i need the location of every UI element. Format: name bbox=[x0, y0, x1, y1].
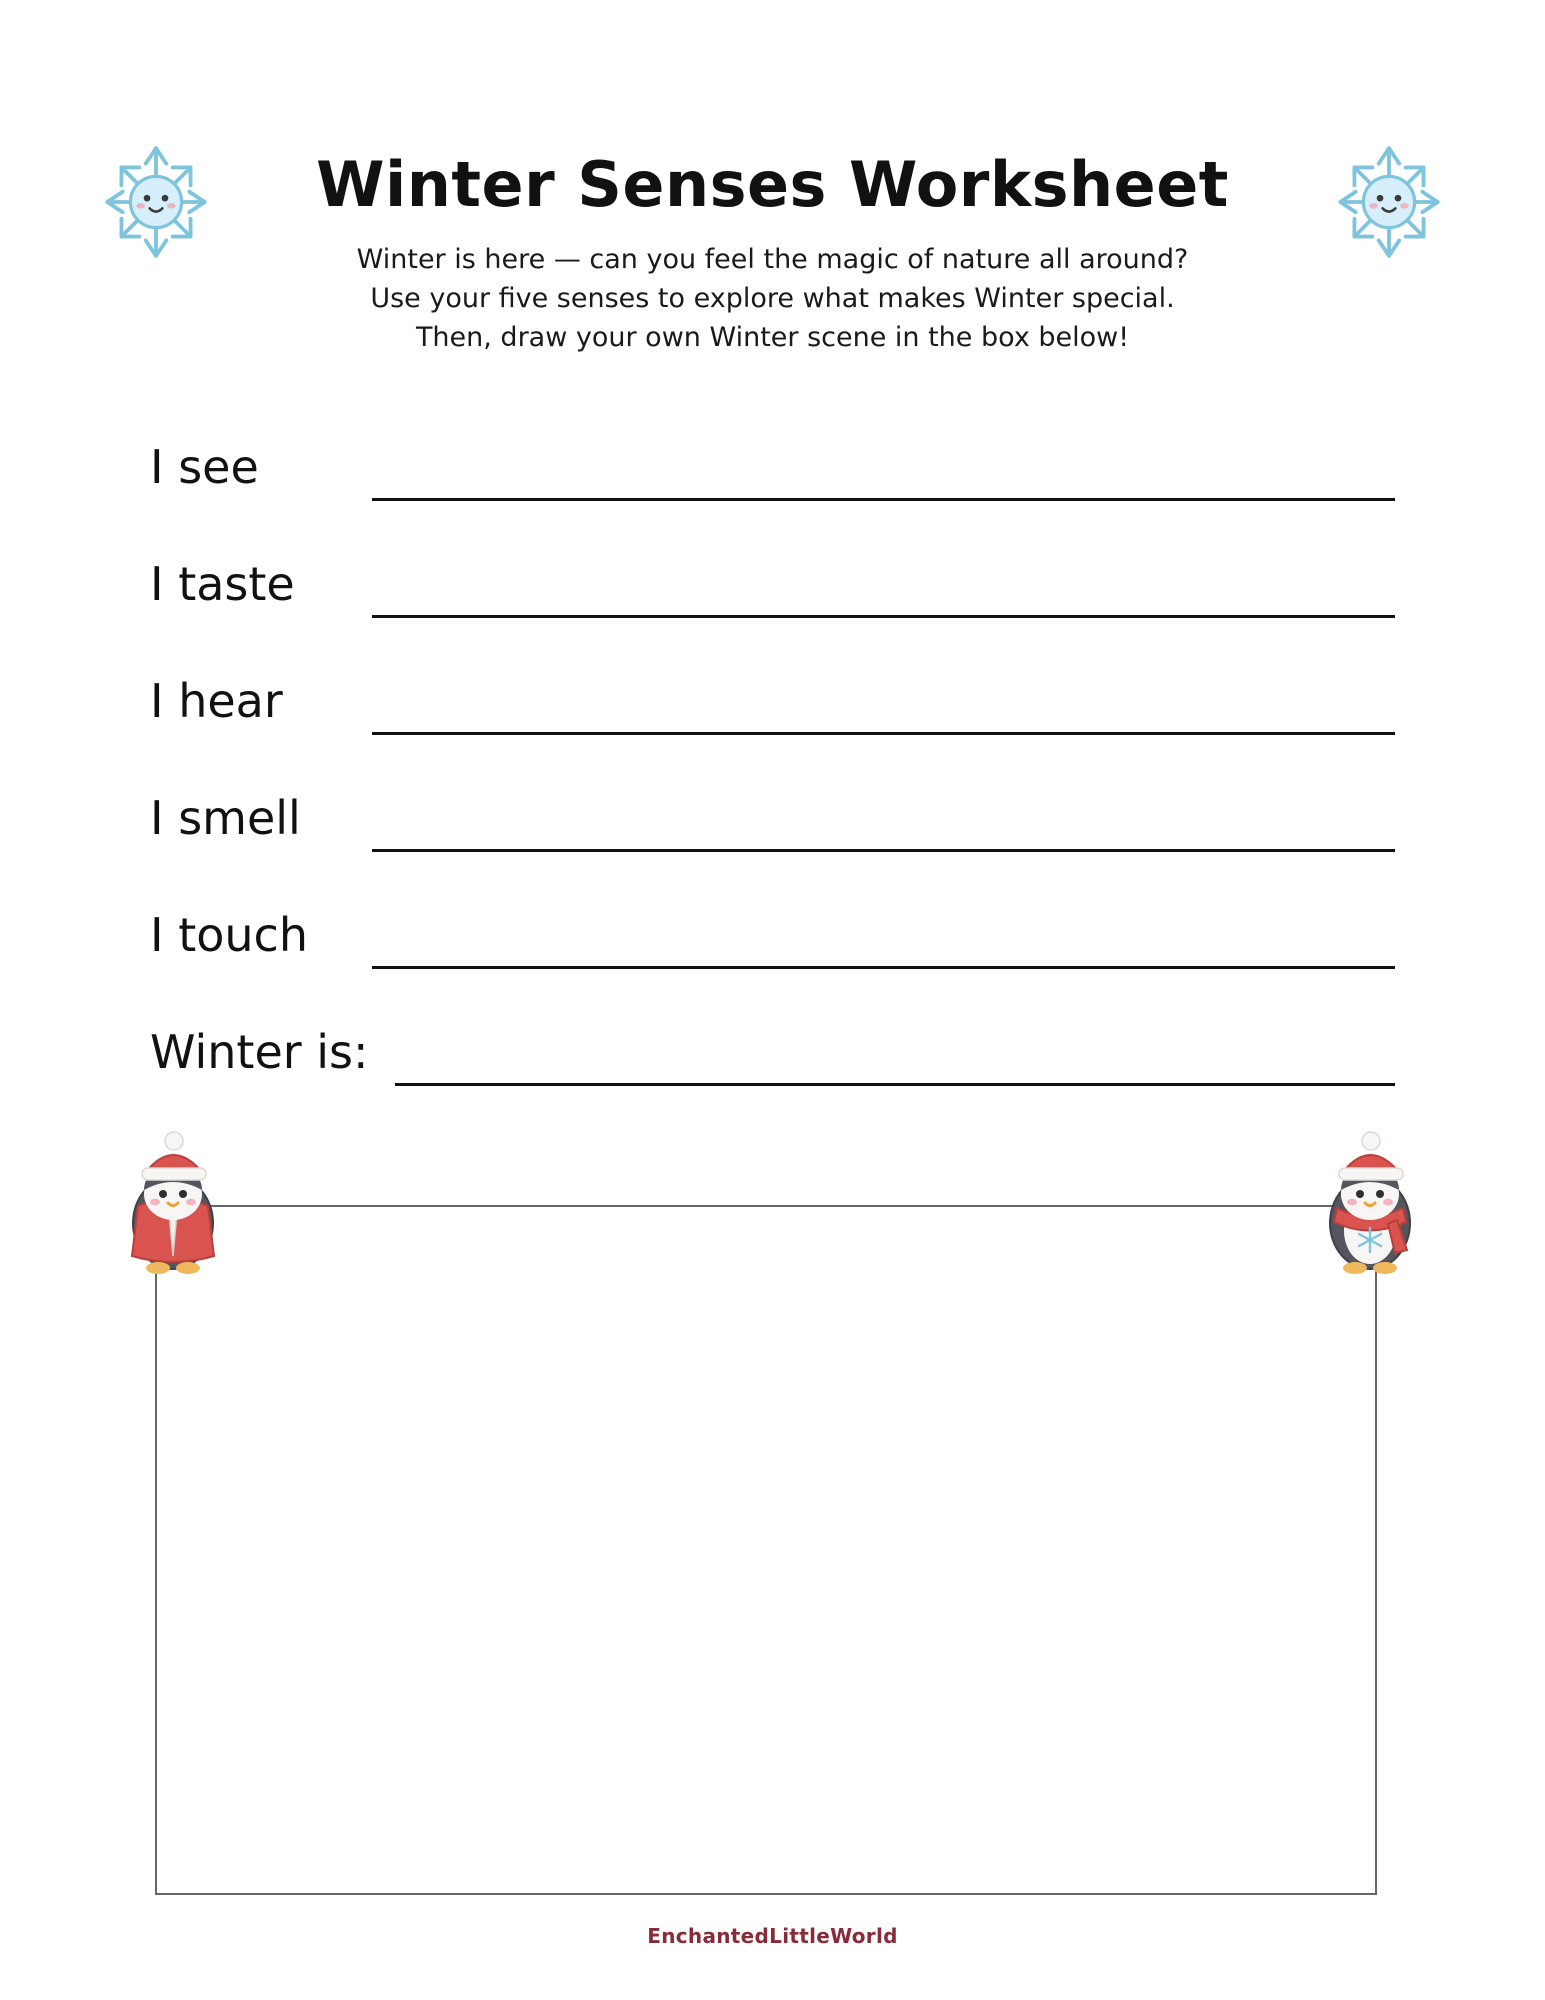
prompt-rows bbox=[150, 440, 1395, 1142]
prompt-row-see bbox=[150, 440, 1395, 557]
prompt-row-smell bbox=[150, 791, 1395, 908]
prompt-row-taste bbox=[150, 557, 1395, 674]
penguin-icon bbox=[118, 1128, 228, 1288]
prompt-label-see: I see bbox=[150, 440, 259, 494]
prompt-label-hear: I hear bbox=[150, 674, 283, 728]
prompt-row-hear bbox=[150, 674, 1395, 791]
penguin-icon bbox=[1315, 1128, 1425, 1288]
instructions bbox=[0, 240, 1545, 357]
page-title: Winter Senses Worksheet bbox=[316, 148, 1229, 221]
answer-line-smell[interactable] bbox=[372, 849, 1395, 852]
answer-line-winter-is[interactable] bbox=[395, 1083, 1395, 1086]
drawing-box[interactable] bbox=[155, 1205, 1377, 1895]
footer-brand: EnchantedLittleWorld bbox=[647, 1924, 898, 1948]
prompt-row-touch bbox=[150, 908, 1395, 1025]
prompt-label-winter-is: Winter is: bbox=[150, 1025, 369, 1079]
answer-line-taste[interactable] bbox=[372, 615, 1395, 618]
answer-line-see[interactable] bbox=[372, 498, 1395, 501]
instructions-line-1: Winter is here — can you feel the magic of nature all around? bbox=[356, 244, 1189, 275]
instructions-line-3: Then, draw your own Winter scene in the box below! bbox=[415, 322, 1130, 353]
prompt-label-taste: I taste bbox=[150, 557, 295, 611]
prompt-label-smell: I smell bbox=[150, 791, 301, 845]
answer-line-hear[interactable] bbox=[372, 732, 1395, 735]
prompt-label-touch: I touch bbox=[150, 908, 308, 962]
header bbox=[0, 72, 1545, 221]
answer-line-touch[interactable] bbox=[372, 966, 1395, 969]
prompt-row-winter-is bbox=[150, 1025, 1395, 1142]
instructions-line-2: Use your five senses to explore what makes Winter special. bbox=[370, 283, 1175, 314]
